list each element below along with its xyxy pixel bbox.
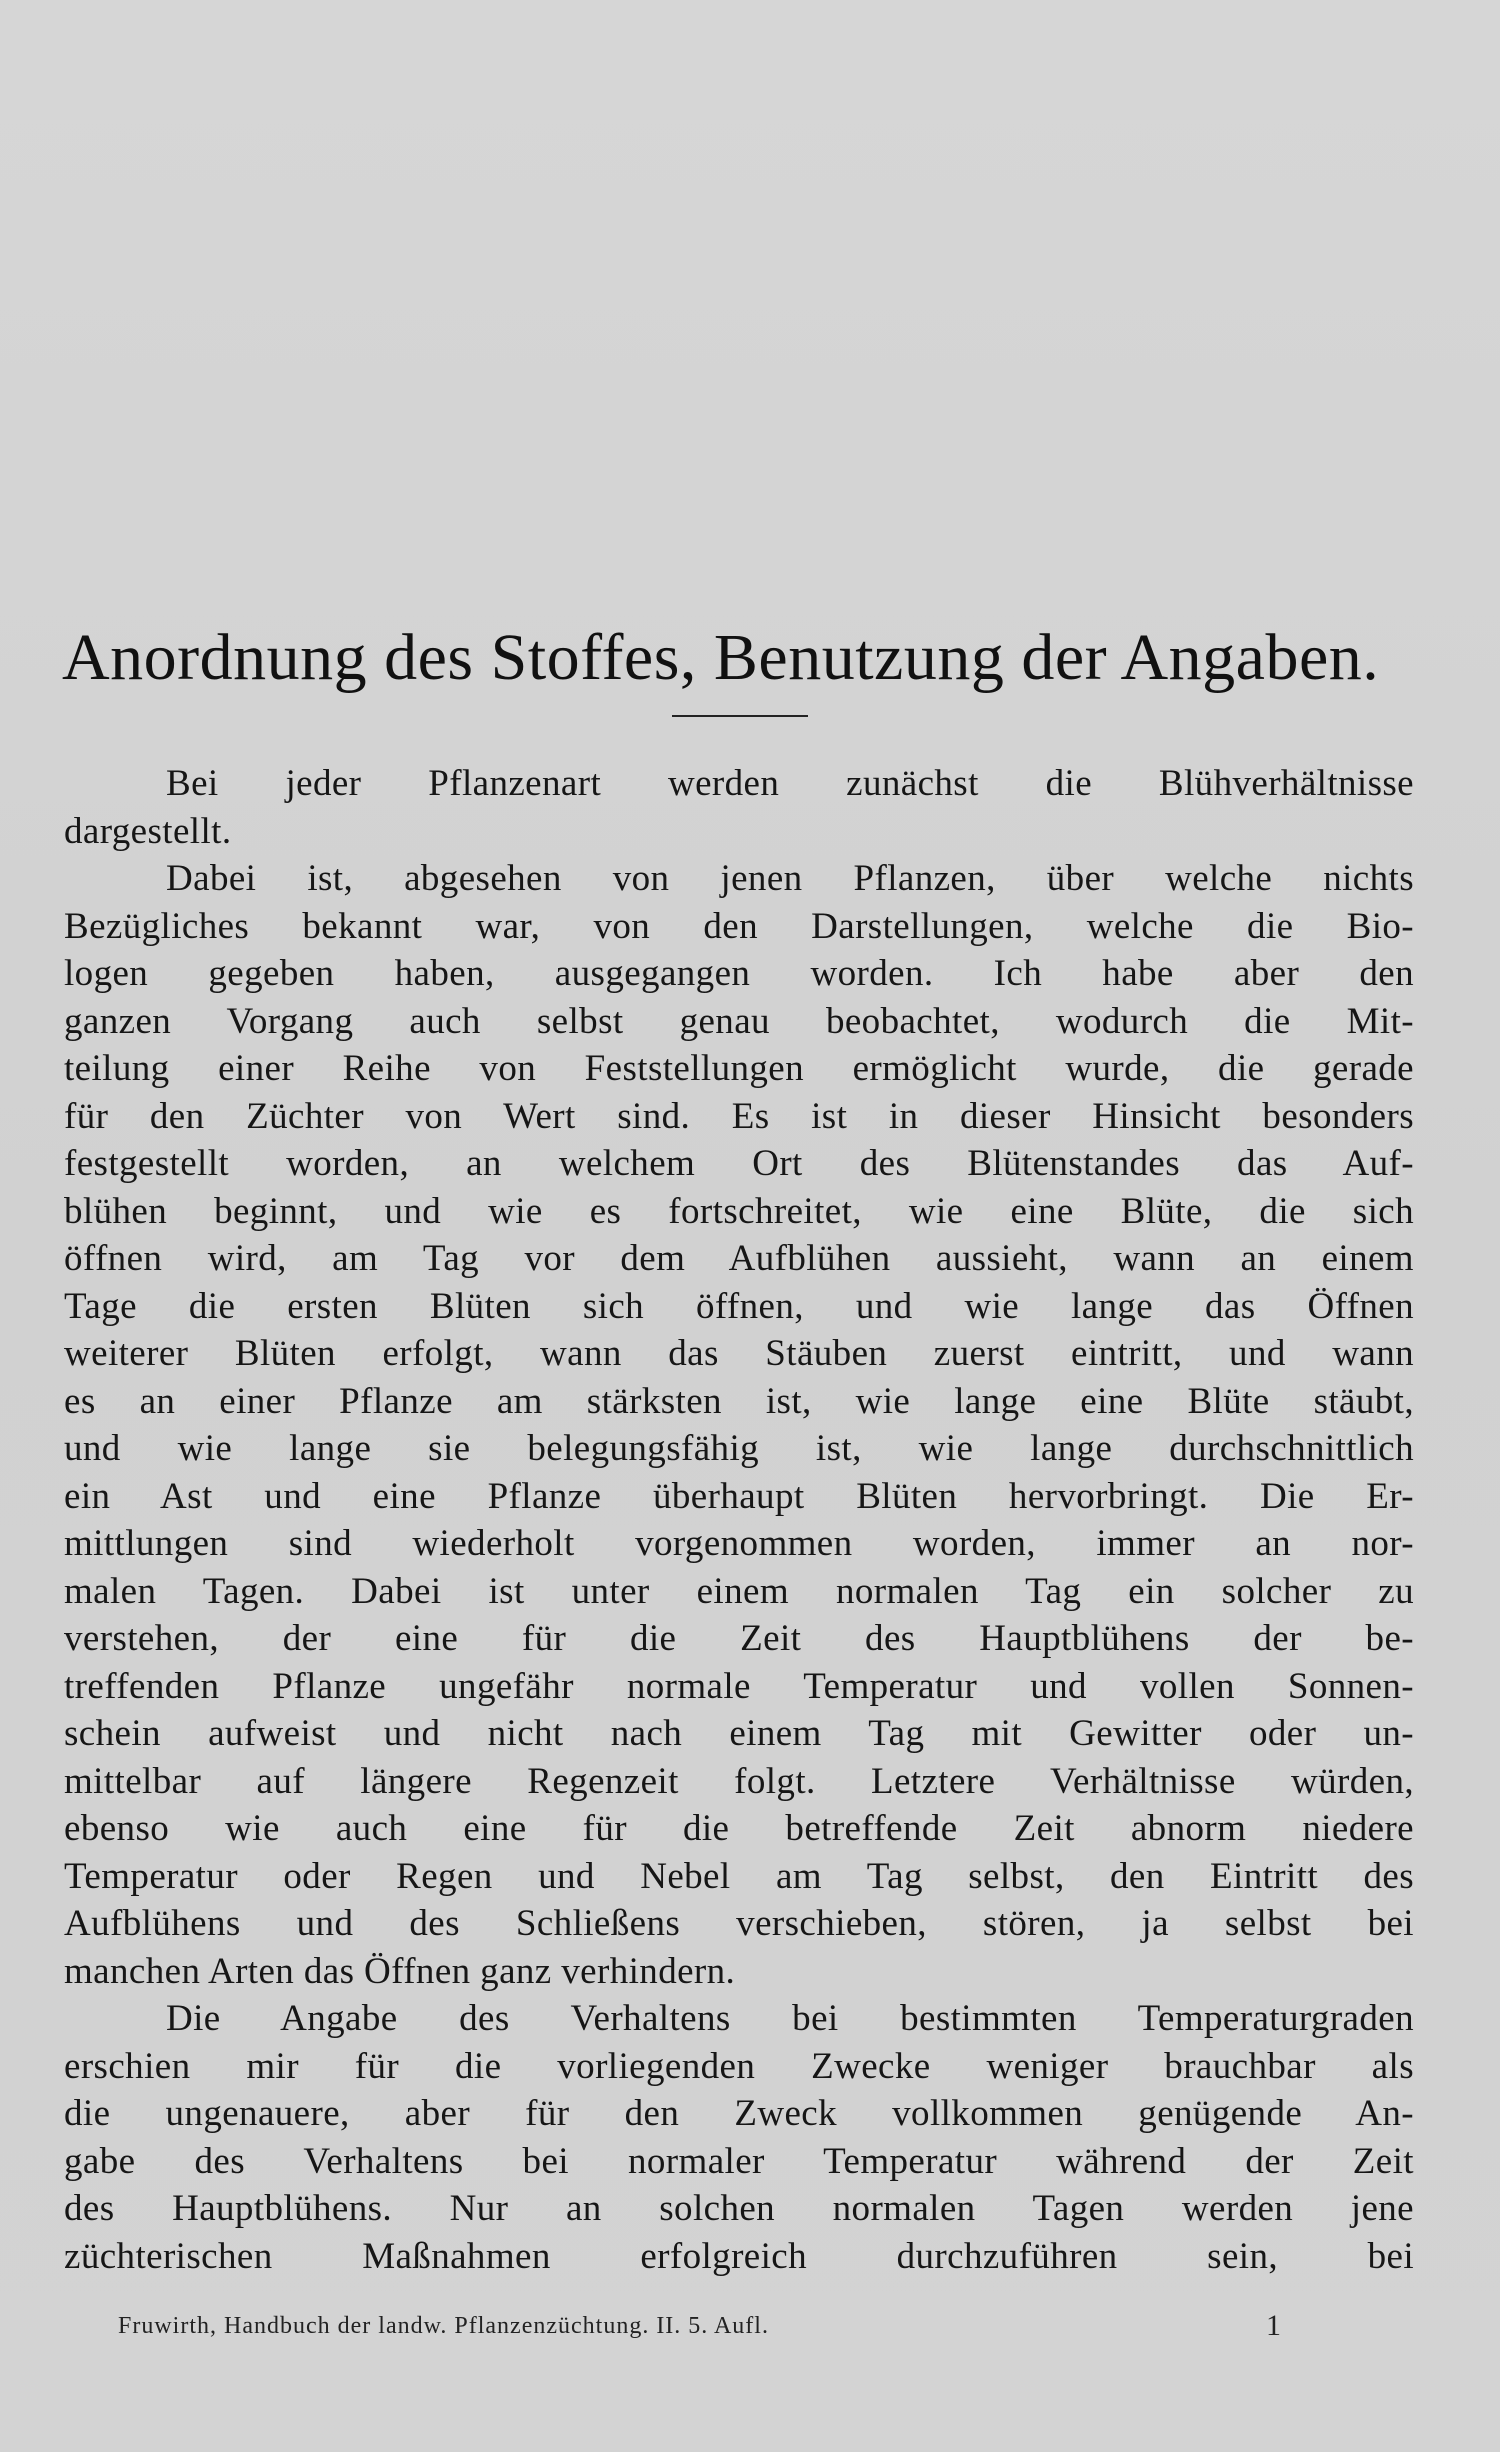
chapter-heading: Anordnung des Stoffes, Benutzung der Angaben. — [62, 621, 1380, 694]
text-line: treffenden Pflanze ungefähr normale Temperatur und vollen Sonnen- — [64, 1665, 1414, 1707]
text-line: Tage die ersten Blüten sich öffnen, und wie lange das Öffnen — [64, 1285, 1414, 1327]
text-line: manchen Arten das Öffnen ganz verhindern. — [64, 1950, 736, 1992]
text-line: Bei jeder Pflanzenart werden zunächst die Blühverhältnisse — [166, 763, 1414, 804]
text-line: mittlungen sind wiederholt vorgenommen worden, immer an nor- — [64, 1523, 1414, 1564]
text-line: festgestellt worden, an welchem Ort des Blütenstandes das Auf- — [64, 1143, 1414, 1184]
text-line: gabe des Verhaltens bei normaler Temperatur während der Zeit — [64, 2140, 1414, 2182]
text-line: öffnen wird, am Tag vor dem Aufblühen aussieht, wann an einem — [64, 1238, 1414, 1279]
page-footer — [118, 2306, 1298, 2346]
body-text — [64, 760, 1414, 2280]
page-number: 1 — [1266, 2309, 1281, 2342]
text-line: Die Angabe des Verhaltens bei bestimmten Temperaturgraden — [166, 1998, 1414, 2039]
text-line: Bezügliches bekannt war, von den Darstellungen, welche die Bio- — [64, 905, 1414, 947]
heading-divider — [672, 715, 808, 717]
text-line: blühen beginnt, und wie es fortschreitet, wie eine Blüte, die sich — [64, 1190, 1414, 1232]
footer-book-reference: Fruwirth, Handbuch der landw. Pflanzenzüchtung. II. 5. Aufl. — [118, 2313, 769, 2339]
text-line: malen Tagen. Dabei ist unter einem normalen Tag ein solcher zu — [64, 1570, 1414, 1612]
text-line: logen gegeben haben, ausgegangen worden. Ich habe aber den — [64, 953, 1414, 994]
text-line: Temperatur oder Regen und Nebel am Tag selbst, den Eintritt des — [64, 1855, 1414, 1897]
text-line: züchterischen Maßnahmen erfolgreich durchzuführen sein, bei — [64, 2235, 1414, 2277]
text-line: des Hauptblühens. Nur an solchen normalen Tagen werden jene — [64, 2188, 1414, 2229]
text-line: ein Ast und eine Pflanze überhaupt Blüten hervorbringt. Die Er- — [64, 1475, 1414, 1517]
text-line: es an einer Pflanze am stärksten ist, wie lange eine Blüte stäubt, — [64, 1380, 1414, 1422]
text-line: und wie lange sie belegungsfähig ist, wie lange durchschnittlich — [64, 1428, 1414, 1469]
text-line: für den Züchter von Wert sind. Es ist in dieser Hinsicht besonders — [64, 1095, 1414, 1137]
text-line: Dabei ist, abgesehen von jenen Pflanzen, über welche nichts — [166, 858, 1414, 899]
text-line: ebenso wie auch eine für die betreffende Zeit abnorm niedere — [64, 1808, 1414, 1849]
text-line: schein aufweist und nicht nach einem Tag mit Gewitter oder un- — [64, 1713, 1414, 1754]
text-line: ganzen Vorgang auch selbst genau beobachtet, wodurch die Mit- — [64, 1000, 1414, 1042]
text-line: weiterer Blüten erfolgt, wann das Stäuben zuerst eintritt, und wann — [64, 1333, 1414, 1374]
text-line: Aufblühens und des Schließens verschieben, stören, ja selbst bei — [64, 1903, 1414, 1944]
text-line: verstehen, der eine für die Zeit des Hauptblühens der be- — [64, 1618, 1414, 1659]
text-line: erschien mir für die vorliegenden Zwecke weniger brauchbar als — [64, 2045, 1414, 2087]
text-line: die ungenauere, aber für den Zweck vollkommen genügende An- — [64, 2093, 1414, 2134]
text-line: mittelbar auf längere Regenzeit folgt. Letztere Verhältnisse würden, — [64, 1760, 1414, 1802]
text-line: teilung einer Reihe von Feststellungen ermöglicht wurde, die gerade — [64, 1048, 1414, 1089]
text-line: dargestellt. — [64, 810, 232, 852]
